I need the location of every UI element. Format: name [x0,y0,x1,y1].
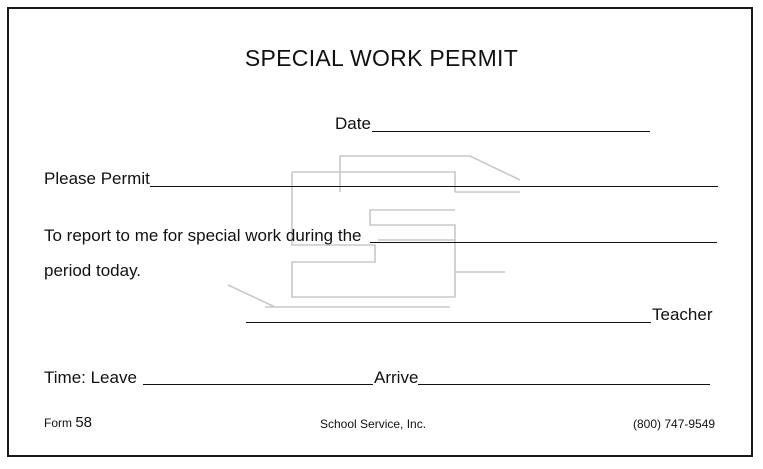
date-label: Date [335,114,371,133]
period-label: period today. [44,261,142,280]
form-number [44,414,92,431]
student-name-line[interactable] [150,186,718,187]
arrive-time-line[interactable] [418,384,710,385]
time-leave-label: Time: Leave [44,368,137,387]
teacher-signature-line[interactable] [246,322,651,323]
date-line[interactable] [372,131,650,132]
period-line[interactable] [370,242,717,243]
please-permit-label: Please Permit [44,169,150,188]
phone-number: (800) 747-9549 [633,417,716,431]
company-name: School Service, Inc. [320,417,427,431]
form-title: SPECIAL WORK PERMIT [244,45,519,71]
leave-time-line[interactable] [143,384,373,385]
form-prefix: Form [44,416,72,430]
teacher-label: Teacher [652,305,713,324]
report-label: To report to me for special work during the [44,226,362,245]
form-number-value: 58 [75,414,93,431]
arrive-label: Arrive [374,368,419,387]
